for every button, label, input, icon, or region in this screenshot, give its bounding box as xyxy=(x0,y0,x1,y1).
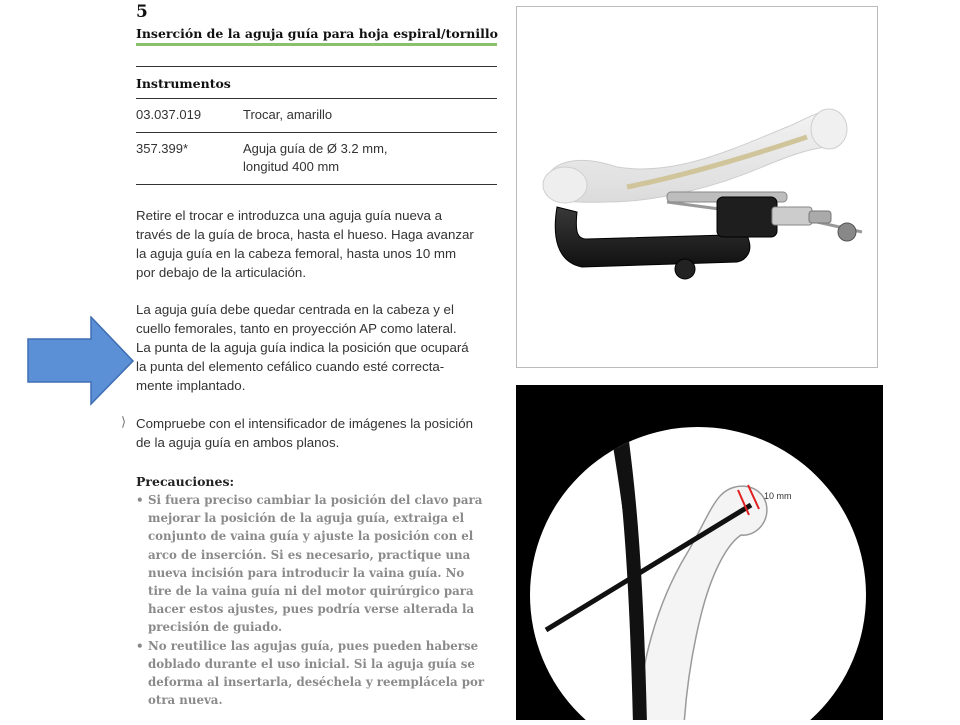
instruments-table xyxy=(136,66,497,185)
precautions-list xyxy=(136,491,498,709)
pointer-arrow-icon xyxy=(27,316,135,406)
paragraph-line: de la aguja guía en ambos planos. xyxy=(136,435,340,450)
paragraph-verify xyxy=(136,414,506,452)
paragraph-line: Retire el trocar e introduzca una aguja guía nueva a xyxy=(136,208,443,223)
instrument-description-line: Trocar, amarillo xyxy=(243,107,333,122)
precaution-line: deforma al insertarla, deséchela y reemplácela por xyxy=(148,675,485,690)
instrument-description xyxy=(243,140,497,176)
precaution-line: doblado durante el uso inicial. Si la aguja guía se xyxy=(148,656,475,671)
precaution-line: precisión de guiado. xyxy=(148,620,283,635)
step-number: 5 xyxy=(136,2,148,22)
instrument-description-line: Aguja guía de Ø 3.2 mm, xyxy=(243,141,388,156)
xray-border xyxy=(880,385,883,720)
title-rule xyxy=(136,43,497,46)
precaution-line: conjunto de vaina guía y ajuste la posición con el xyxy=(148,529,474,544)
paragraph-centering xyxy=(136,300,506,395)
precaution-item xyxy=(136,637,498,710)
paragraph-line: Compruebe con el intensificador de imágenes la posición xyxy=(136,416,474,431)
precaution-line: arco de inserción. Si es necesario, practique una xyxy=(148,547,471,562)
instruments-heading: Instrumentos xyxy=(136,66,497,99)
paragraph-line: por debajo de la articulación. xyxy=(136,265,307,280)
paragraph-line: través de la guía de broca, hasta el hueso. Haga avanzar xyxy=(136,227,474,242)
paragraph-line: la punta del elemento cefálico cuando esté correcta- xyxy=(136,359,445,374)
paragraph-line: cuello femorales, tanto en proyección AP como lateral. xyxy=(136,321,457,336)
step-bullet-icon: ⟩ xyxy=(121,414,127,429)
instrument-photo xyxy=(516,6,878,368)
instrument-description-line: longitud 400 mm xyxy=(243,159,340,174)
xray-measurement-label: 10 mm xyxy=(764,491,792,501)
precaution-line: tire de la vaina guía ni del motor quirúrgico para xyxy=(148,584,474,599)
bullet-dot-icon: • xyxy=(136,638,144,653)
precaution-line: No reutilice las agujas guía, pues pueden haberse xyxy=(148,638,479,653)
instrument-code: 357.399* xyxy=(136,141,189,156)
instrument-row xyxy=(136,133,497,185)
precaution-item xyxy=(136,491,498,637)
paragraph-line: la aguja guía en la cabeza femoral, hasta unos 10 mm xyxy=(136,246,457,261)
paragraph-line: La aguja guía debe quedar centrada en la cabeza y el xyxy=(136,302,454,317)
instrument-description xyxy=(243,106,497,124)
xray-femur-icon xyxy=(516,385,880,720)
paragraph-line: mente implantado. xyxy=(136,378,246,393)
precaution-line: mejorar la posición de la aguja guía, extraiga el xyxy=(148,511,465,526)
paragraph-insertion xyxy=(136,206,506,282)
precaution-line: hacer estos ajustes, pues podría verse alterada la xyxy=(148,602,475,617)
instrument-code: 03.037.019 xyxy=(136,107,202,122)
femur-handle-illustration-icon xyxy=(517,7,877,367)
instrument-row xyxy=(136,99,497,133)
precaution-line: nueva incisión para introducir la vaina guía. No xyxy=(148,565,465,580)
precaution-line: Si fuera preciso cambiar la posición del clavo para xyxy=(148,493,483,507)
bullet-dot-icon: • xyxy=(136,493,144,507)
precaution-line: otra nueva. xyxy=(148,693,223,708)
step-title: Inserción de la aguja guía para hoja espiral/tornillo xyxy=(136,26,498,41)
xray-image xyxy=(516,385,880,720)
precautions-title: Precauciones: xyxy=(136,474,235,489)
paragraph-line: La punta de la aguja guía indica la posición que ocupará xyxy=(136,340,469,355)
